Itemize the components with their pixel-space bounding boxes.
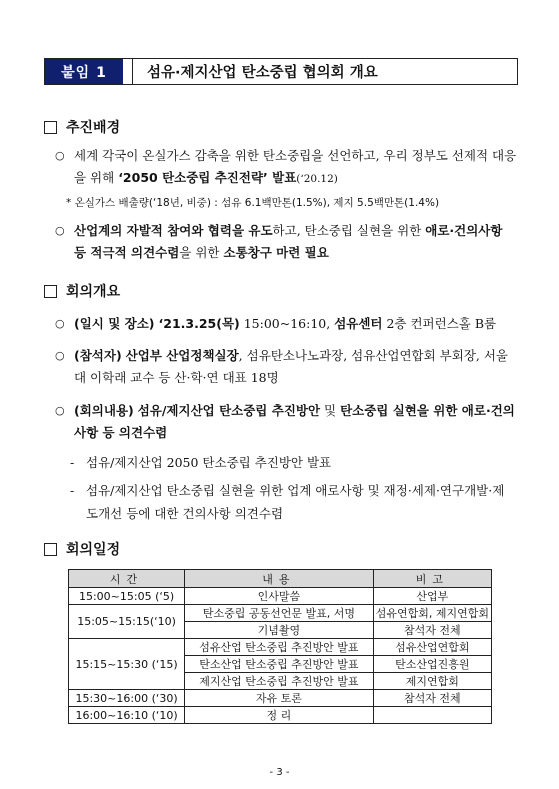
bold-text: 섬유/제지산업 탄소중립 추진방안 — [137, 403, 321, 418]
circle-bullet-icon: ○ — [55, 317, 65, 330]
table-row — [69, 690, 492, 707]
note-cell: 참석자 전체 — [373, 622, 491, 639]
strategy-title: ‘2050 탄소중립 추진전략’ 발표 — [118, 170, 297, 185]
square-bullet-icon — [44, 121, 57, 134]
sub-item-text: 섬유/제지산업 2050 탄소중립 추진방안 발표 — [86, 455, 332, 470]
time-cell: 15:05~15:15(‘10) — [69, 605, 185, 639]
attachment-badge: 붙임 1 — [45, 59, 123, 84]
time-cell: 15:30~16:00 (‘30) — [69, 690, 185, 707]
section-overview — [44, 281, 120, 301]
table-row — [69, 639, 492, 656]
content-cell: 자유 토론 — [185, 690, 374, 707]
emissions-note: * 온실가스 배출량(‘18년, 비중) : 섬유 6.1백만톤(1.5%), 제지 5.5백만톤(1.4%) — [66, 197, 440, 209]
section-background-heading: 추진배경 — [66, 120, 121, 136]
section-schedule-heading: 회의일정 — [66, 542, 121, 558]
note-cell: 섬유산업연합회 — [373, 639, 491, 656]
title-divider — [123, 59, 133, 84]
bullet-body — [74, 145, 518, 190]
bold-text: 산업부 산업정책실장 — [125, 348, 239, 363]
date-note: (‘20.12) — [296, 173, 338, 185]
content-cell: 기념촬영 — [185, 622, 374, 639]
note-cell: 참석자 전체 — [373, 690, 491, 707]
label: (일시 및 장소) — [74, 316, 155, 331]
text: 세계 각국이 온실가스 감축을 위한 탄소중립을 선언하고, 우리 정부도 선제적 대응을 위해 — [74, 148, 517, 185]
content-cell: 제지산업 탄소중립 추진방안 발표 — [185, 673, 374, 690]
dash-icon: - — [70, 455, 75, 470]
bullet-attendees — [55, 345, 518, 389]
circle-bullet-icon: ○ — [55, 404, 65, 417]
header-time: 시간 — [69, 570, 185, 588]
sub-item-1 — [70, 451, 506, 474]
note-cell: 탄소산업진흥원 — [373, 656, 491, 673]
label: (참석자) — [74, 348, 122, 363]
header-content: 내용 — [185, 570, 374, 588]
square-bullet-icon — [44, 285, 57, 298]
venue: 섬유센터 — [334, 316, 383, 331]
text: 및 — [320, 403, 341, 418]
bullet-body — [74, 313, 518, 335]
bold-text: 탄소중립 실현을 위한 애로·건의사항 등 의견수렴 — [74, 403, 515, 440]
section-schedule — [44, 539, 120, 559]
bullet-body — [74, 345, 518, 389]
bullet-when-where — [55, 313, 518, 335]
title-box — [44, 58, 518, 85]
section-overview-heading: 회의개요 — [66, 284, 121, 300]
time-cell: 15:00~15:05 (‘5) — [69, 588, 185, 605]
table-row — [69, 605, 492, 622]
schedule-table — [68, 569, 492, 724]
page-number: - 3 - — [269, 767, 290, 778]
section-background — [44, 117, 120, 137]
content-cell: 탄소산업 탄소중립 추진방안 발표 — [185, 656, 374, 673]
bold-text: 애로·건의사항 등 적극적 의견수렴 — [74, 223, 503, 260]
content-cell: 탄소중립 공동선언문 발표, 서명 — [185, 605, 374, 622]
table-row — [69, 707, 492, 724]
text: 2층 컨퍼런스홀 B룸 — [382, 316, 497, 331]
sub-item-text: 섬유/제지산업 탄소중립 실현을 위한 업계 애로사항 및 재정·세제·연구개발·제도개선 등에 대한 건의사항 의견수렴 — [86, 483, 505, 521]
sub-item-2 — [70, 479, 506, 525]
bullet-body — [74, 220, 518, 264]
bold-text: 산업계의 자발적 참여와 협력을 유도 — [74, 223, 273, 238]
table-header-row — [69, 570, 492, 588]
square-bullet-icon — [44, 543, 57, 556]
content-cell: 인사말씀 — [185, 588, 374, 605]
note-cell: 산업부 — [373, 588, 491, 605]
note-cell: 섬유연합회, 제지연합회 — [373, 605, 491, 622]
circle-bullet-icon: ○ — [55, 349, 65, 362]
circle-bullet-icon: ○ — [55, 224, 65, 237]
note-cell: 제지연합회 — [373, 673, 491, 690]
bullet-contents — [55, 400, 518, 444]
bullet-body — [74, 400, 518, 444]
content-cell: 섬유산업 탄소중립 추진방안 발표 — [185, 639, 374, 656]
content-cell: 정 리 — [185, 707, 374, 724]
note-cell — [373, 707, 491, 724]
time-cell: 15:15~15:30 (‘15) — [69, 639, 185, 690]
text: , 섬유탄소나노과장, 섬유산업연합회 부회장, 서울대 이학래 교수 등 산·학·연 대표 18명 — [74, 348, 508, 385]
text: 하고, 탄소중립 실현을 위한 — [272, 223, 426, 238]
date: ‘21.3.25(목) — [158, 316, 240, 331]
bold-text: 소통창구 마련 필요 — [223, 245, 329, 260]
table-row — [69, 588, 492, 605]
circle-bullet-icon: ○ — [55, 149, 65, 162]
dash-icon: - — [70, 483, 75, 498]
text: 을 위한 — [179, 245, 224, 260]
header-note: 비고 — [373, 570, 491, 588]
bullet-background-1 — [55, 145, 518, 190]
time-cell: 16:00~16:10 (‘10) — [69, 707, 185, 724]
text: 15:00~16:10, — [239, 316, 335, 331]
label: (회의내용) — [74, 403, 134, 418]
page-title: 섬유·제지산업 탄소중립 협의회 개요 — [147, 65, 378, 81]
bullet-background-2 — [55, 220, 518, 264]
